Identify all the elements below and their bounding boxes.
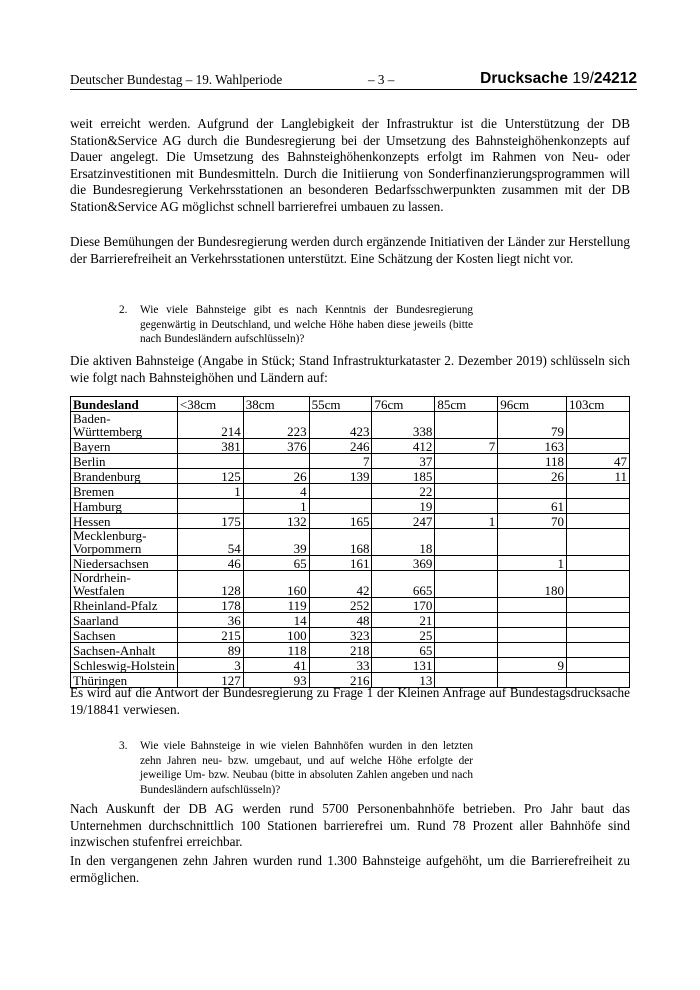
platform-count-cell xyxy=(435,529,498,556)
state-name-cell: Mecklenburg- Vorpommern xyxy=(71,529,178,556)
question-3-text: Wie viele Bahnsteige in wie vielen Bahnhöfen wurden in den letzten zehn Jahren neu- bzw. umgebaut, und auf welche Höhe erfolgte der jeweilige Um- bzw. Neubau (bitte in absoluten Zahlen angeben und nach Bundesländern aufschlüsseln)? xyxy=(140,740,473,796)
platform-count-cell: 47 xyxy=(567,454,630,469)
platform-count-cell: 14 xyxy=(243,613,309,628)
platform-count-cell: 54 xyxy=(177,529,243,556)
state-name-cell: Sachsen xyxy=(71,628,178,643)
platform-count-cell: 11 xyxy=(567,469,630,484)
question-2-number: 2. xyxy=(119,304,128,316)
column-header: Bundesland xyxy=(71,397,178,412)
platform-count-cell: 93 xyxy=(243,673,309,688)
platform-count-cell xyxy=(435,556,498,571)
platform-count-cell: 214 xyxy=(177,412,243,439)
platform-count-cell xyxy=(498,529,567,556)
platform-count-cell xyxy=(498,613,567,628)
platform-count-cell xyxy=(435,454,498,469)
platform-count-cell: 33 xyxy=(309,658,372,673)
table-row xyxy=(71,439,630,454)
platform-count-cell: 215 xyxy=(177,628,243,643)
answer-3-paragraph: In den vergangenen zehn Jahren wurden rund 1.300 Bahnsteige aufgehöht, um die Barrierefreiheit zu ermöglichen. xyxy=(70,853,630,885)
platform-count-cell: 9 xyxy=(498,658,567,673)
platform-count-cell: 36 xyxy=(177,613,243,628)
platform-count-cell: 423 xyxy=(309,412,372,439)
platform-count-cell: 247 xyxy=(372,514,435,529)
state-name-cell: Hessen xyxy=(71,514,178,529)
platform-count-cell: 218 xyxy=(309,643,372,658)
column-header: 55cm xyxy=(309,397,372,412)
question-3 xyxy=(119,739,473,797)
platform-count-cell: 381 xyxy=(177,439,243,454)
platform-count-cell xyxy=(498,643,567,658)
platform-count-cell: 100 xyxy=(243,628,309,643)
platform-count-cell: 165 xyxy=(309,514,372,529)
answer-2-intro: Die aktiven Bahnsteige (Angabe in Stück; Stand Infrastrukturkataster 2. Dezember 2019) schlüsseln sich wie folgt nach Bahnsteighöhen und Ländern auf: xyxy=(70,353,630,385)
platform-count-cell xyxy=(435,499,498,514)
question-2-text: Wie viele Bahnsteige gibt es nach Kenntnis der Bundesregierung gegenwärtig in Deutschland, und welche Höhe haben diese jeweils (bitte nach Bundesländern aufschlüsseln)? xyxy=(140,304,473,346)
table-row xyxy=(71,658,630,673)
platform-count-cell: 323 xyxy=(309,628,372,643)
platform-count-cell xyxy=(177,454,243,469)
platform-count-cell: 168 xyxy=(309,529,372,556)
paragraph-funding: weit erreicht werden. Aufgrund der Langlebigkeit der Infrastruktur ist die Unterstützung der DB Station&Service AG durch die Bundesregierung bei der Umsetzung des Bahnsteighöhenkonzepts auf Dauer angelegt. Die Umsetzung des Bahnsteighöhenkonzepts erfolgt im Rahmen von Neu- oder Ersatzinvestitionen mit Bundesmitteln. Durch die Initiierung von Sonderfinanzierungsprogrammen will die Bundesregierung Verkehrsstationen an besonderen Bedarfsschwerpunkten zusammen mit der DB Station&Service AG möglichst schnell barrierefrei umbauen zu lassen. xyxy=(70,116,630,214)
platform-count-cell: 185 xyxy=(372,469,435,484)
platform-count-cell: 42 xyxy=(309,571,372,598)
platform-count-cell xyxy=(435,613,498,628)
answer-3-paragraph: Nach Auskunft der DB AG werden rund 5700 Personenbahnhöfe betrieben. Pro Jahr baut das Unternehmen durchschnittlich 100 Stationen barrierefrei um. Rund 78 Prozent aller Bahnhöfe sind inzwischen stufenfrei erreichbar. xyxy=(70,801,630,849)
state-name-cell: Baden-Württemberg xyxy=(71,412,178,439)
platform-count-cell xyxy=(435,484,498,499)
platform-count-cell: 175 xyxy=(177,514,243,529)
table-row xyxy=(71,613,630,628)
platform-count-cell: 1 xyxy=(177,484,243,499)
platform-count-cell: 22 xyxy=(372,484,435,499)
platform-count-cell: 223 xyxy=(243,412,309,439)
platform-count-cell: 118 xyxy=(243,643,309,658)
platform-count-cell: 170 xyxy=(372,598,435,613)
platform-count-cell: 65 xyxy=(372,643,435,658)
platform-count-cell: 338 xyxy=(372,412,435,439)
platform-count-cell xyxy=(435,598,498,613)
platform-count-cell: 252 xyxy=(309,598,372,613)
table-header-row xyxy=(71,397,630,412)
platform-count-cell: 369 xyxy=(372,556,435,571)
platform-count-cell: 46 xyxy=(177,556,243,571)
platform-count-cell: 65 xyxy=(243,556,309,571)
platform-count-cell: 119 xyxy=(243,598,309,613)
platform-count-cell xyxy=(567,499,630,514)
platform-count-cell: 89 xyxy=(177,643,243,658)
platform-count-cell: 18 xyxy=(372,529,435,556)
platform-count-cell: 131 xyxy=(372,658,435,673)
table-row xyxy=(71,628,630,643)
table-row xyxy=(71,412,630,439)
state-name-cell: Brandenburg xyxy=(71,469,178,484)
column-header: <38cm xyxy=(177,397,243,412)
platform-count-cell: 412 xyxy=(372,439,435,454)
platform-count-cell: 79 xyxy=(498,412,567,439)
state-name-cell: Hamburg xyxy=(71,499,178,514)
platform-count-cell: 132 xyxy=(243,514,309,529)
platform-count-cell: 70 xyxy=(498,514,567,529)
column-header: 76cm xyxy=(372,397,435,412)
platform-count-cell xyxy=(435,469,498,484)
platform-count-cell xyxy=(435,571,498,598)
page-number: – 3 – xyxy=(368,72,395,87)
platform-count-cell: 3 xyxy=(177,658,243,673)
platform-count-cell xyxy=(435,628,498,643)
state-name-cell: Sachsen-Anhalt xyxy=(71,643,178,658)
platform-count-cell: 39 xyxy=(243,529,309,556)
table-row xyxy=(71,571,630,598)
column-header: 38cm xyxy=(243,397,309,412)
platform-count-cell: 19 xyxy=(372,499,435,514)
state-name-cell: Nordrhein- Westfalen xyxy=(71,571,178,598)
platform-count-cell xyxy=(567,412,630,439)
table-row xyxy=(71,514,630,529)
platform-count-cell: 61 xyxy=(498,499,567,514)
platform-count-cell: 13 xyxy=(372,673,435,688)
state-name-cell: Rheinland-Pfalz xyxy=(71,598,178,613)
paragraph-initiatives: Diese Bemühungen der Bundesregierung werden durch ergänzende Initiativen der Länder zur Herstellung der Barrierefreiheit an Verkehrsstationen unterstützt. Eine Schätzung der Kosten liegt nicht vor. xyxy=(70,234,630,266)
platform-count-cell xyxy=(435,658,498,673)
platform-count-cell: 37 xyxy=(372,454,435,469)
platform-count-cell xyxy=(567,514,630,529)
platform-table xyxy=(70,396,630,688)
platform-count-cell: 160 xyxy=(243,571,309,598)
platform-count-cell xyxy=(567,643,630,658)
table-row xyxy=(71,643,630,658)
column-header: 85cm xyxy=(435,397,498,412)
platform-count-cell xyxy=(309,499,372,514)
column-header: 96cm xyxy=(498,397,567,412)
question-3-number: 3. xyxy=(119,740,128,752)
table-row xyxy=(71,469,630,484)
platform-count-cell: 1 xyxy=(498,556,567,571)
platform-count-cell xyxy=(567,529,630,556)
table-row xyxy=(71,484,630,499)
platform-count-cell: 161 xyxy=(309,556,372,571)
platform-count-cell: 376 xyxy=(243,439,309,454)
state-name-cell: Saarland xyxy=(71,613,178,628)
platform-count-cell xyxy=(567,484,630,499)
platform-count-cell xyxy=(243,454,309,469)
platform-count-cell: 246 xyxy=(309,439,372,454)
platform-count-cell: 178 xyxy=(177,598,243,613)
platform-count-cell: 125 xyxy=(177,469,243,484)
platform-count-cell: 7 xyxy=(309,454,372,469)
platform-count-cell: 26 xyxy=(498,469,567,484)
platform-count-cell xyxy=(567,598,630,613)
platform-count-cell: 21 xyxy=(372,613,435,628)
state-name-cell: Berlin xyxy=(71,454,178,469)
platform-count-cell: 665 xyxy=(372,571,435,598)
platform-count-cell xyxy=(435,643,498,658)
platform-count-cell: 7 xyxy=(435,439,498,454)
document-number: Drucksache 19/24212 xyxy=(480,70,637,87)
state-name-cell: Bremen xyxy=(71,484,178,499)
platform-count-cell: 180 xyxy=(498,571,567,598)
header-publication: Deutscher Bundestag – 19. Wahlperiode xyxy=(70,72,283,87)
state-name-cell: Niedersachsen xyxy=(71,556,178,571)
table-row xyxy=(71,556,630,571)
platform-count-cell xyxy=(567,628,630,643)
answer-2-reference: Es wird auf die Antwort der Bundesregierung zu Frage 1 der Kleinen Anfrage auf Bundestagsdrucksache 19/18841 verwiesen. xyxy=(70,685,630,717)
platform-count-cell xyxy=(177,499,243,514)
platform-count-cell: 163 xyxy=(498,439,567,454)
table-row xyxy=(71,529,630,556)
platform-count-cell: 118 xyxy=(498,454,567,469)
platform-count-cell xyxy=(498,628,567,643)
column-header: 103cm xyxy=(567,397,630,412)
platform-count-cell: 4 xyxy=(243,484,309,499)
platform-count-cell: 41 xyxy=(243,658,309,673)
platform-count-cell xyxy=(498,484,567,499)
platform-count-cell xyxy=(567,571,630,598)
platform-count-cell: 139 xyxy=(309,469,372,484)
platform-count-cell xyxy=(567,556,630,571)
state-name-cell: Schleswig-Holstein xyxy=(71,658,178,673)
platform-count-cell: 1 xyxy=(243,499,309,514)
platform-count-cell: 1 xyxy=(435,514,498,529)
platform-count-cell: 127 xyxy=(177,673,243,688)
platform-count-cell: 25 xyxy=(372,628,435,643)
header-rule xyxy=(70,89,637,90)
state-name-cell: Bayern xyxy=(71,439,178,454)
platform-count-cell xyxy=(567,658,630,673)
state-name-cell: Thüringen xyxy=(71,673,178,688)
platform-count-cell xyxy=(567,439,630,454)
table-row xyxy=(71,598,630,613)
platform-count-cell: 48 xyxy=(309,613,372,628)
page-header xyxy=(70,70,637,90)
platform-count-cell: 128 xyxy=(177,571,243,598)
table-row xyxy=(71,454,630,469)
platform-count-cell xyxy=(435,412,498,439)
platform-count-cell: 216 xyxy=(309,673,372,688)
question-2 xyxy=(119,303,473,347)
table-row xyxy=(71,499,630,514)
platform-count-cell xyxy=(309,484,372,499)
platform-count-cell: 26 xyxy=(243,469,309,484)
platform-count-cell xyxy=(498,598,567,613)
platform-count-cell xyxy=(567,613,630,628)
